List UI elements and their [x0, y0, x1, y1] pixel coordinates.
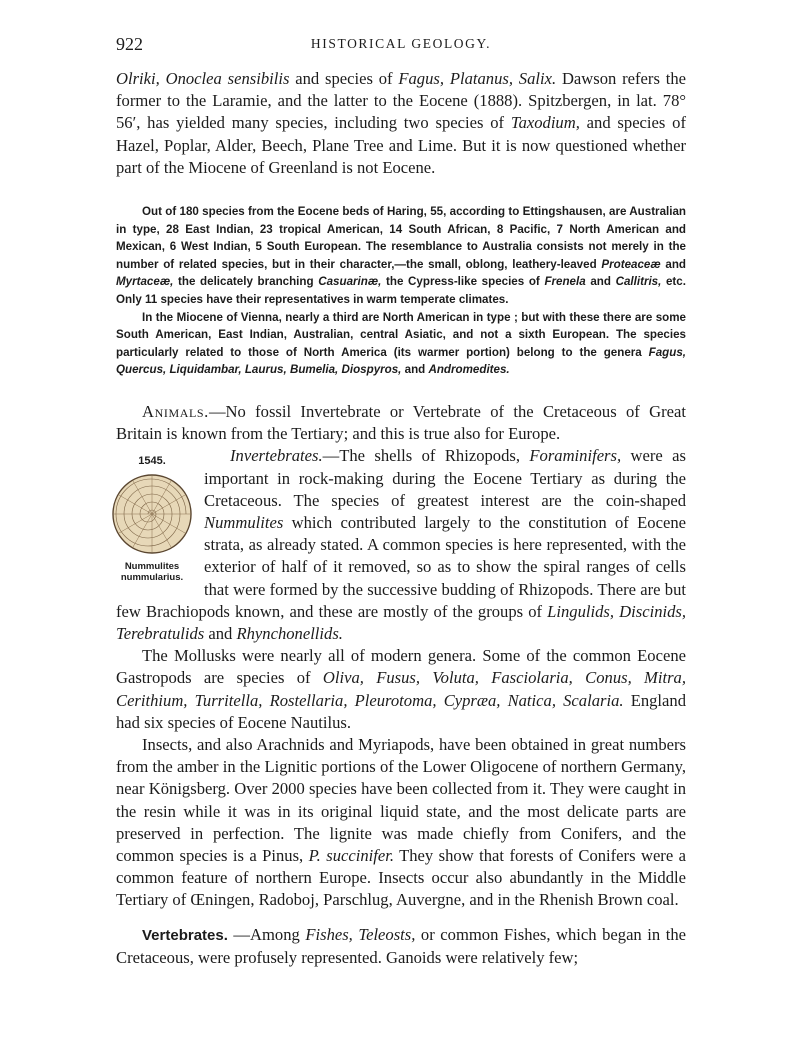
running-title: HISTORICAL GEOLOGY. — [310, 36, 492, 51]
text-run: Casuarinæ, — [318, 275, 382, 289]
section-heading-invertebrates: Invertebrates. — [230, 446, 323, 466]
figure-caption: Nummulites nummularius. — [120, 561, 184, 584]
text-run: —The shells of Rhizopods, — [322, 446, 530, 466]
text-run: In the Miocene of Vienna, nearly a third are North American in type ; but with these there are some South American, East Indian, Australian, central Asiatic, and not a sixth European. The species particularly related to those of North America (its warmer portion) belong to the genera — [116, 310, 686, 359]
text-run: Frenela — [544, 275, 586, 289]
paragraph-intro — [116, 68, 686, 179]
text-run: Fishes, Teleosts, — [305, 924, 416, 944]
paragraph-mollusks — [116, 645, 686, 734]
paragraph-invertebrates — [116, 445, 686, 645]
text-run: Olriki, Onoclea sensibilis — [116, 69, 290, 88]
text-run: or common Fishes, which began in the Cretaceous, were profusely represented. Ganoids were relatively few; — [116, 924, 686, 967]
text-run: Taxodium, — [510, 113, 580, 133]
figure-nummulites — [106, 455, 198, 583]
text-run: P. succinifer. — [308, 846, 394, 866]
text-run: Insects, and also Arachnids and Myriapods, have been obtained in great numbers from the amber in the Lignitic portions of the Lower Oligocene of northern Germany, near Königsberg. Over 2000 species have been collected from it. They were caught in the resin while it was in its original liquid state, and the most delicate parts are preserved in perfection. The lignite was made chiefly from Conifers, and the common species is a Pinus, — [116, 735, 686, 866]
paragraph-animals — [116, 401, 686, 445]
section-heading-vertebrates: Vertebrates. — [142, 926, 228, 944]
text-run: and — [204, 623, 237, 643]
text-run: which contributed largely to the constitution of Eocene strata, as already stated. A common species is here represented, with the exterior of half of it removed, so as to show the spiral ranges of cells that were formed by the successive budding of Rhizopods. There are but few Brachiopods known, and these are mostly of the groups of — [116, 512, 686, 621]
text-run: Fagus, Platanus, Salix. — [398, 69, 557, 88]
text-run: and species of — [289, 69, 399, 88]
text-run: the delicately branching — [173, 275, 319, 289]
text-run: Callitris, — [615, 275, 662, 289]
text-run: Lingulids, Discinids, Terebratulids — [116, 601, 686, 643]
text-run: and species of Hazel, Poplar, Alder, Beech, Plane Tree and Lime. But it is now questioned whether part of the Miocene of Greenland is not Eocene. — [116, 113, 686, 177]
text-run: Out of 180 species from the Eocene beds of Haring, 55, according to Ettingshausen, are Australian in type, 28 East Indian, 23 tropical American, 14 South African, 8 Pacific, 7 North American and Mexican, 6 West Indian, 5 South European. The resemblance to Australia consists not merely in the number of related species, but in their character,—the small, oblong, leathery-leaved — [116, 205, 686, 271]
text-run: and — [585, 275, 616, 289]
text-run: the Cypress-like species of — [381, 275, 545, 289]
text-run: Dawson refers the former to the Laramie, and the latter to the Eocene (1888). Spitzbergen, in lat. 78° 56′, has yielded many species, including two species of — [116, 69, 686, 133]
figure-number: 1545. — [138, 455, 166, 468]
nummulites-shell-illustration — [111, 473, 193, 555]
text-run: England had six species of Eocene Nautilus. — [116, 690, 687, 732]
text-run: Oliva, Fusus, Voluta, Fasciolaria, Conus, Mitra, Cerithium, Turritella, Rostellaria, Pleurotoma, Cypræa, Natica, Scalaria. — [116, 668, 687, 710]
text-run: and — [401, 363, 429, 377]
text-run: —Among — [227, 924, 306, 944]
text-run: Proteaceæ — [601, 257, 661, 271]
text-run: Fagus, Quercus, Liquidambar, Laurus, Bumelia, Diospyros, — [116, 345, 686, 377]
text-run: were as important in rock-making during the Eocene Tertiary as during the Cretaceous. The species of greatest interest are the coin-shaped — [204, 446, 686, 510]
page-number: 922 — [116, 34, 143, 54]
body-text — [116, 68, 686, 969]
text-run: Rhynchonellids. — [236, 623, 343, 643]
text-run: Nummulites — [204, 512, 284, 532]
text-run: Foraminifers, — [529, 446, 622, 466]
text-run: and — [660, 257, 686, 271]
paragraph-vertebrates — [116, 924, 686, 969]
text-run: The Mollusks were nearly all of modern genera. Some of the common Eocene Gastropods are species of — [116, 646, 686, 688]
note-vienna — [116, 309, 686, 379]
page-header — [116, 34, 686, 58]
text-run: Andromedites. — [428, 363, 510, 377]
section-heading-animals: Animals. — [142, 401, 209, 421]
note-haring — [116, 203, 686, 309]
paragraph-insects — [116, 734, 686, 912]
text-run: They show that forests of Conifers were a common feature of northern Europe. Insects occur also abundantly in the Middle Tertiary of Œningen, Radoboj, Parschlug, Auvergne, and in the Rhenish Brown coal. — [116, 846, 687, 910]
text-run: —No fossil Invertebrate or Vertebrate of the Cretaceous of Great Britain is known from the Tertiary; and this is true also for Europe. — [116, 401, 686, 444]
text-run: Myrtaceæ, — [116, 275, 174, 289]
text-run: etc. Only 11 species have their representatives in warm temperate climates. — [116, 275, 686, 306]
